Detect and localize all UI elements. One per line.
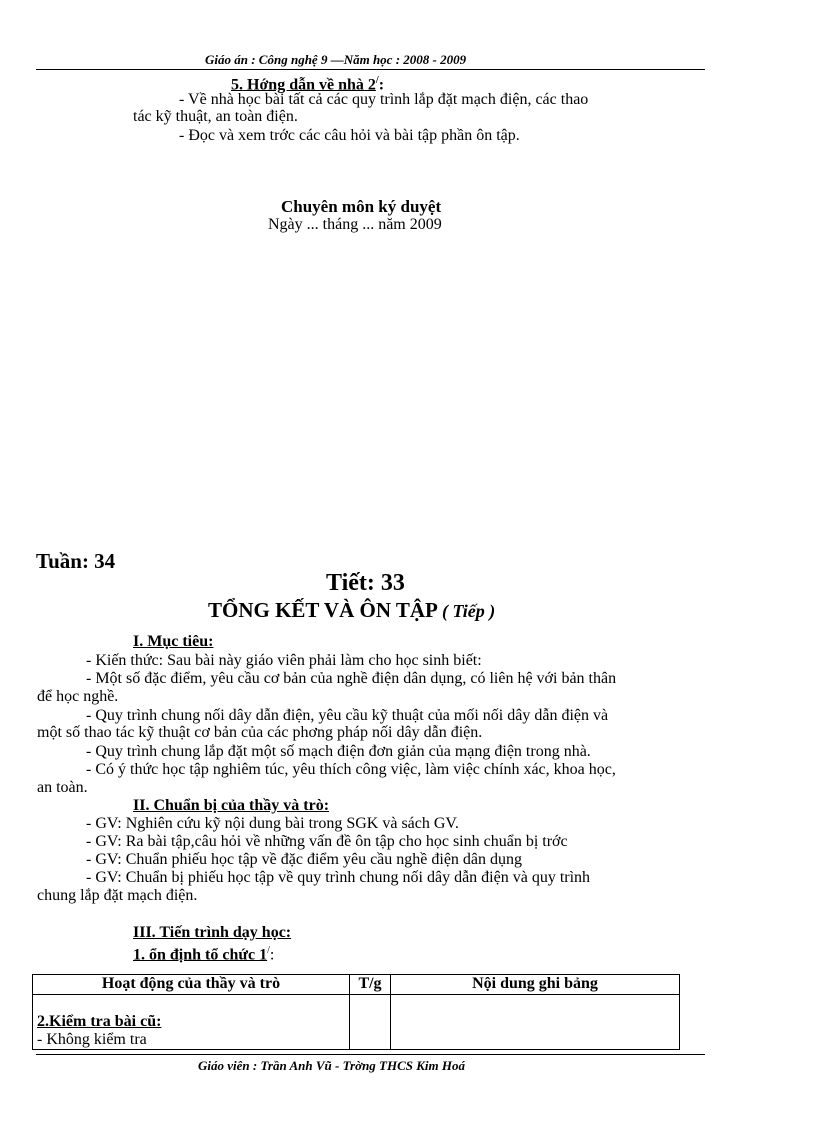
table-cell-content	[391, 995, 680, 1050]
table-header-time: T/g	[350, 975, 391, 995]
footer-rule	[36, 1054, 705, 1055]
objectives-line8: an toàn.	[37, 779, 88, 796]
objectives-heading: I. Mục tiêu:	[133, 633, 214, 650]
process-heading: III. Tiến trình dạy học:	[133, 924, 292, 941]
table-row	[33, 995, 680, 1050]
lesson-table	[32, 974, 680, 1050]
objectives-line4: - Quy trình chung nối dây dẫn điện, yêu cầu kỹ thuật của mối nối dây dẫn điện và	[86, 707, 609, 724]
lesson-title-text: TỔNG KẾT VÀ ÔN TẬP	[208, 598, 437, 622]
preparation-line5: chung lắp đặt mạch điện.	[37, 887, 198, 904]
lesson-number: Tiết: 33	[326, 570, 405, 596]
objectives-line5: một số thao tác kỹ thuật cơ bản của các phơng pháp nối dây dẫn điện.	[37, 724, 483, 741]
section5-line1: - Về nhà học bài tất cả các quy trình lắp đặt mạch điện, các thao	[179, 91, 589, 108]
objectives-line7: - Có ý thức học tập nghiêm túc, yêu thích công việc, làm việc chính xác, khoa học,	[86, 761, 616, 778]
page-footer: Giáo viên : Trần Anh Vũ - Trờng THCS Kim Hoá	[198, 1058, 466, 1073]
table-header-activities: Hoạt động của thầy và trò	[33, 975, 350, 995]
preparation-line4: - GV: Chuẩn bị phiếu học tập về quy trình chung nối dây dẫn điện và quy trình	[86, 869, 591, 886]
section5-title-end: :	[378, 76, 385, 94]
preparation-line2: - GV: Ra bài tập,câu hỏi về những vấn đề ôn tập cho học sinh chuẩn bị trớc	[86, 833, 568, 850]
table-header-row	[33, 975, 680, 995]
process-step1-sup: /	[267, 945, 270, 956]
preparation-line1: - GV: Nghiên cứu kỹ nội dung bài trong SGK và sách GV.	[86, 815, 459, 832]
table-header-content: Nội dung ghi bảng	[391, 975, 680, 995]
table-row-text: - Không kiểm tra	[37, 1031, 147, 1048]
objectives-line1: - Kiến thức: Sau bài này giáo viên phải làm cho học sinh biết:	[86, 652, 482, 669]
approval-title: Chuyên môn ký duyệt	[281, 197, 442, 216]
section5-line3: - Đọc và xem trớc các câu hỏi và bài tập phần ôn tập.	[179, 127, 520, 144]
objectives-line3: để học nghề.	[37, 688, 119, 705]
preparation-heading: II. Chuẩn bị của thầy và trò:	[133, 797, 330, 814]
process-step1	[133, 942, 274, 963]
section5-title-text: 5. Hớng dẫn về nhà 2	[231, 76, 376, 94]
table-cell-activities	[33, 995, 350, 1050]
objectives-line6: - Quy trình chung lắp đặt một số mạch điện đơn giản của mạng điện trong nhà.	[86, 743, 591, 760]
preparation-line3: - GV: Chuẩn phiếu học tập về đặc điểm yêu cầu nghề điện dân dụng	[86, 851, 523, 868]
table-cell-time	[350, 995, 391, 1050]
objectives-line2: - Một số đặc điểm, yêu cầu cơ bản của nghề điện dân dụng, có liên hệ với bản thân	[86, 670, 617, 687]
lesson-title	[208, 598, 495, 623]
table-row-heading: 2.Kiểm tra bài cũ:	[37, 1013, 162, 1030]
process-step1-end: :	[269, 946, 275, 964]
section5-line2: tác kỹ thuật, an toàn điện.	[133, 108, 298, 125]
section5-title-sup: /	[375, 75, 379, 86]
process-step1-text: 1. ổn định tổ chức 1	[133, 946, 268, 964]
header-rule	[36, 69, 705, 70]
week-label: Tuần: 34	[36, 549, 116, 573]
approval-date: Ngày ... tháng ... năm 2009	[268, 216, 442, 233]
page-header: Giáo án : Công nghệ 9 —Năm học : 2008 - 2009	[205, 52, 467, 67]
lesson-title-suffix: ( Tiếp )	[441, 601, 496, 621]
